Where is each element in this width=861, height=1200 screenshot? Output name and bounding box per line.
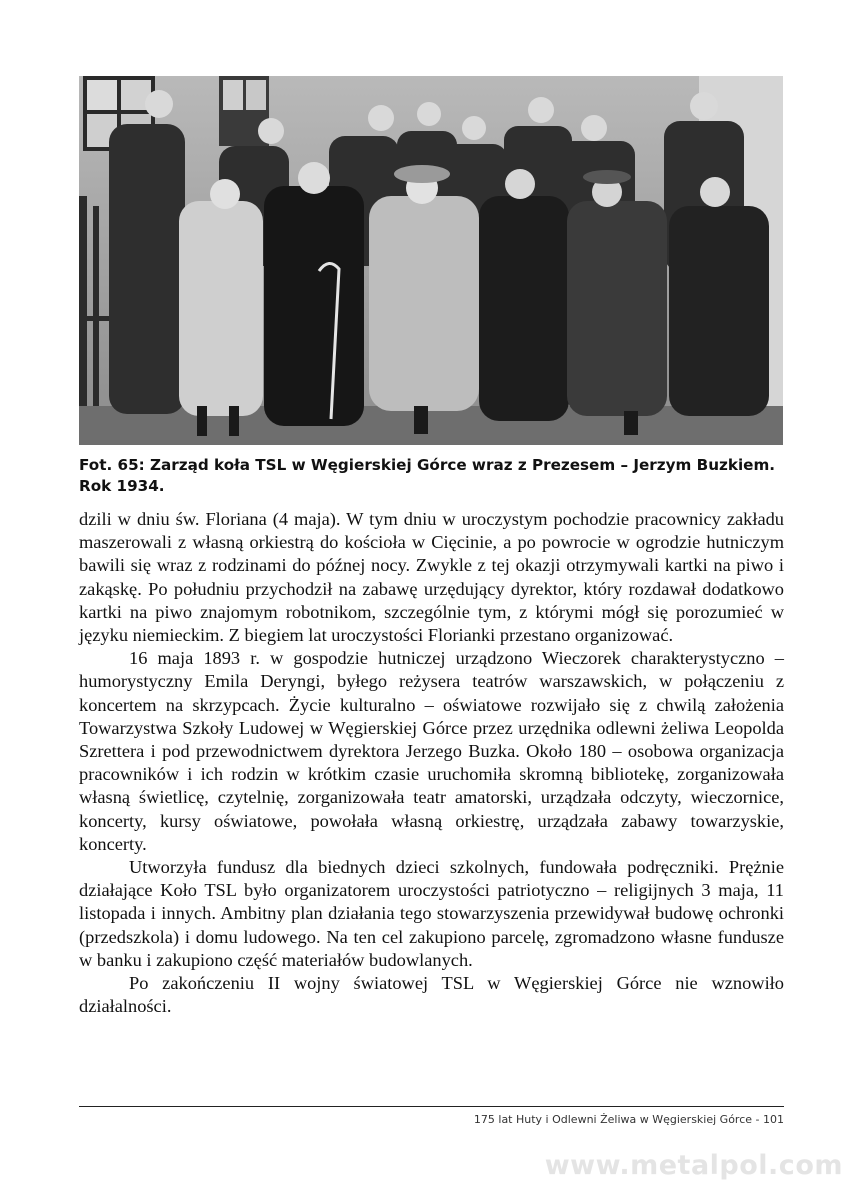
paragraph-4: Po zakończeniu II wojny światowej TSL w Węgierskiej Górce nie wznowiło działalności. (79, 973, 784, 1017)
caption-line-1: Fot. 65: Zarząd koła TSL w Węgierskiej Górce wraz z Prezesem – Jerzym Buzkiem. (79, 456, 776, 474)
page-footer: 175 lat Huty i Odlewni Żeliwa w Węgierskiej Górce - 101 (473, 1113, 784, 1126)
footer-divider (79, 1106, 784, 1107)
photo-caption (79, 455, 784, 497)
photo-illustration (79, 76, 783, 445)
paragraph-3: Utworzyła fundusz dla biednych dzieci szkolnych, fundowała podręczniki. Prężnie działające Koło TSL było organizatorem uroczystości patriotyczno – religijnych 3 maja, 11 listopada i innych. Ambitny plan działania tego stowarzyszenia przewidywał budowę ochronki (przedszkola) i domu ludowego. Na ten cel zakupiono parcelę, zgromadzono własne fundusze w banku i zakupiono część materiałów budowlanych. (79, 857, 784, 970)
caption-line-2: Rok 1934. (79, 477, 165, 495)
historical-group-photo (79, 76, 783, 445)
body-text (79, 508, 784, 1018)
paragraph-1: dzili w dniu św. Floriana (4 maja). W tym dniu w uroczystym pochodzie pracownicy zakładu maszerowali z własną orkiestrą do kościoła w Cięcinie, a po powrocie w ogrodzie hutniczym bawili się wraz z rodzinami do późnej nocy. Zwykle z tej okazji otrzymywali kartki na piwo i zakąskę. Po południu przychodził na zabawę urzędujący dyrektor, który rozdawał dodatkowo kartki na piwo znajomym robotnikom, szczególnie tym, z którymi mógł się porozumieć w języku niemieckim. Z biegiem lat uroczystości Florianki przestano organizować. (79, 509, 784, 646)
watermark: www.metalpol.com (544, 1150, 843, 1181)
paragraph-2: 16 maja 1893 r. w gospodzie hutniczej urządzono Wieczorek charakterystyczno – humorystyczny Emila Deryngi, byłego reżysera teatrów warszawskich, w połączeniu z koncertem na skrzypcach. Życie kulturalno – oświatowe rozwijało się z chwilą założenia Towarzystwa Szkoły Ludowej w Węgierskiej Górce przez urzędnika odlewni żeliwa Leopolda Szrettera i pod przewodnictwem dyrektora Jerzego Buzka. Około 180 – osobowa organizacja pracowników i ich rodzin w krótkim czasie uruchomiła skromną bibliotekę, zorganizowała własną świetlicę, czytelnię, zorganizowała teatr amatorski, urządzała odczyty, wieczornice, koncerty, kursy oświatowe, powołała własną orkiestrę, urządzała zabawy towarzyskie, koncerty. (79, 648, 784, 854)
